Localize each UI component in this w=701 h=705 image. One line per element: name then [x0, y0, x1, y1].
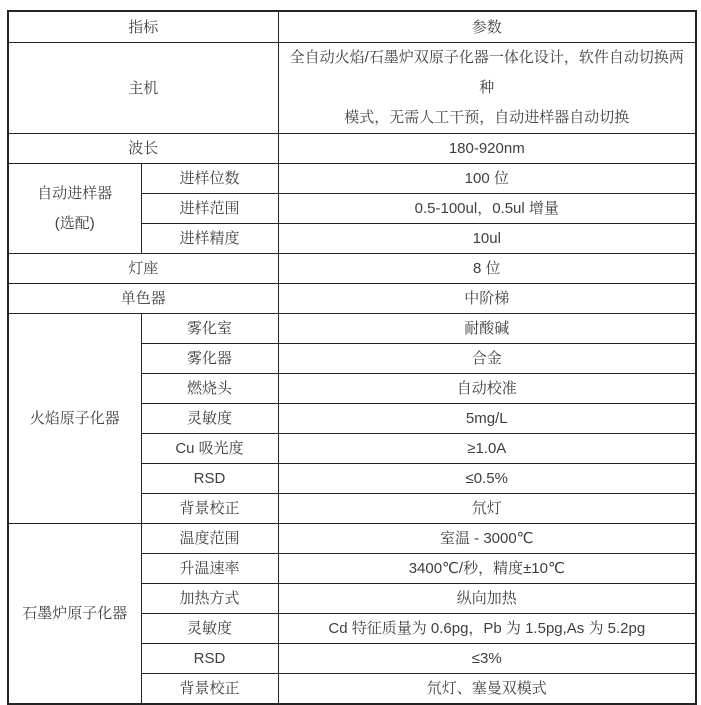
row-value-cell: 耐酸碱: [278, 314, 696, 344]
row-label-cell: 升温速率: [141, 554, 278, 584]
row-label-cell: 雾化室: [141, 314, 278, 344]
row-label-cell: 背景校正: [141, 674, 278, 705]
lamp-holder-label-cell: 灯座: [8, 254, 278, 284]
host-value-line-1: 全自动火焰/石墨炉双原子化器一体化设计，软件自动切换两种: [289, 49, 684, 96]
header-cell-parameter: 参数: [278, 11, 696, 43]
autosampler-label-line-1: 自动进样器: [37, 184, 113, 202]
row-value-cell: ≥1.0A: [278, 434, 696, 464]
row-host: [8, 43, 696, 134]
host-value-cell: [278, 43, 696, 134]
row-label-cell: 灵敏度: [141, 404, 278, 434]
row-label-cell: 雾化器: [141, 344, 278, 374]
row-label-cell: 灵敏度: [141, 614, 278, 644]
row-label-cell: 背景校正: [141, 494, 278, 524]
row-wavelength: [8, 134, 696, 164]
host-label-cell: 主机: [8, 43, 278, 134]
row-label-cell: Cu 吸光度: [141, 434, 278, 464]
spec-table: [7, 10, 697, 705]
row-label-cell: 温度范围: [141, 524, 278, 554]
row-label-cell: RSD: [141, 464, 278, 494]
host-value-text: [283, 43, 692, 133]
monochromator-value-cell: 中阶梯: [278, 284, 696, 314]
row-value-cell: 0.5-100ul，0.5ul 增量: [278, 194, 696, 224]
row-value-cell: 室温 - 3000℃: [278, 524, 696, 554]
header-cell-indicator: 指标: [8, 11, 278, 43]
autosampler-group-label-cell: [8, 164, 141, 254]
row-label-cell: RSD: [141, 644, 278, 674]
row-value-cell: 5mg/L: [278, 404, 696, 434]
row-value-cell: ≤3%: [278, 644, 696, 674]
row-value-cell: 氘灯: [278, 494, 696, 524]
row-label-cell: 燃烧头: [141, 374, 278, 404]
wavelength-value-cell: 180-920nm: [278, 134, 696, 164]
autosampler-label-line-2: (选配): [54, 214, 95, 232]
row-label-cell: 进样范围: [141, 194, 278, 224]
row-value-cell: 100 位: [278, 164, 696, 194]
lamp-holder-value-cell: 8 位: [278, 254, 696, 284]
autosampler-group-label-text: [13, 179, 137, 239]
row-value-cell: 自动校准: [278, 374, 696, 404]
row-value-cell: ≤0.5%: [278, 464, 696, 494]
row-value-cell: 3400℃/秒，精度±10℃: [278, 554, 696, 584]
header-row: [8, 11, 696, 43]
row-graphite-1: [8, 524, 696, 554]
row-autosampler-1: [8, 164, 696, 194]
monochromator-label-cell: 单色器: [8, 284, 278, 314]
row-value-cell: 氘灯、塞曼双模式: [278, 674, 696, 705]
wavelength-label-cell: 波长: [8, 134, 278, 164]
row-value-cell: 合金: [278, 344, 696, 374]
row-label-cell: 进样位数: [141, 164, 278, 194]
host-value-line-2: 模式，无需人工干预，自动进样器自动切换: [344, 109, 630, 126]
row-label-cell: 加热方式: [141, 584, 278, 614]
flame-group-label-cell: 火焰原子化器: [8, 314, 141, 524]
row-value-cell: 纵向加热: [278, 584, 696, 614]
row-monochromator: [8, 284, 696, 314]
graphite-group-label-cell: 石墨炉原子化器: [8, 524, 141, 705]
row-value-cell: Cd 特征质量为 0.6pg，Pb 为 1.5pg,As 为 5.2pg: [278, 614, 696, 644]
row-flame-1: [8, 314, 696, 344]
row-label-cell: 进样精度: [141, 224, 278, 254]
row-value-cell: 10ul: [278, 224, 696, 254]
row-lamp-holder: [8, 254, 696, 284]
